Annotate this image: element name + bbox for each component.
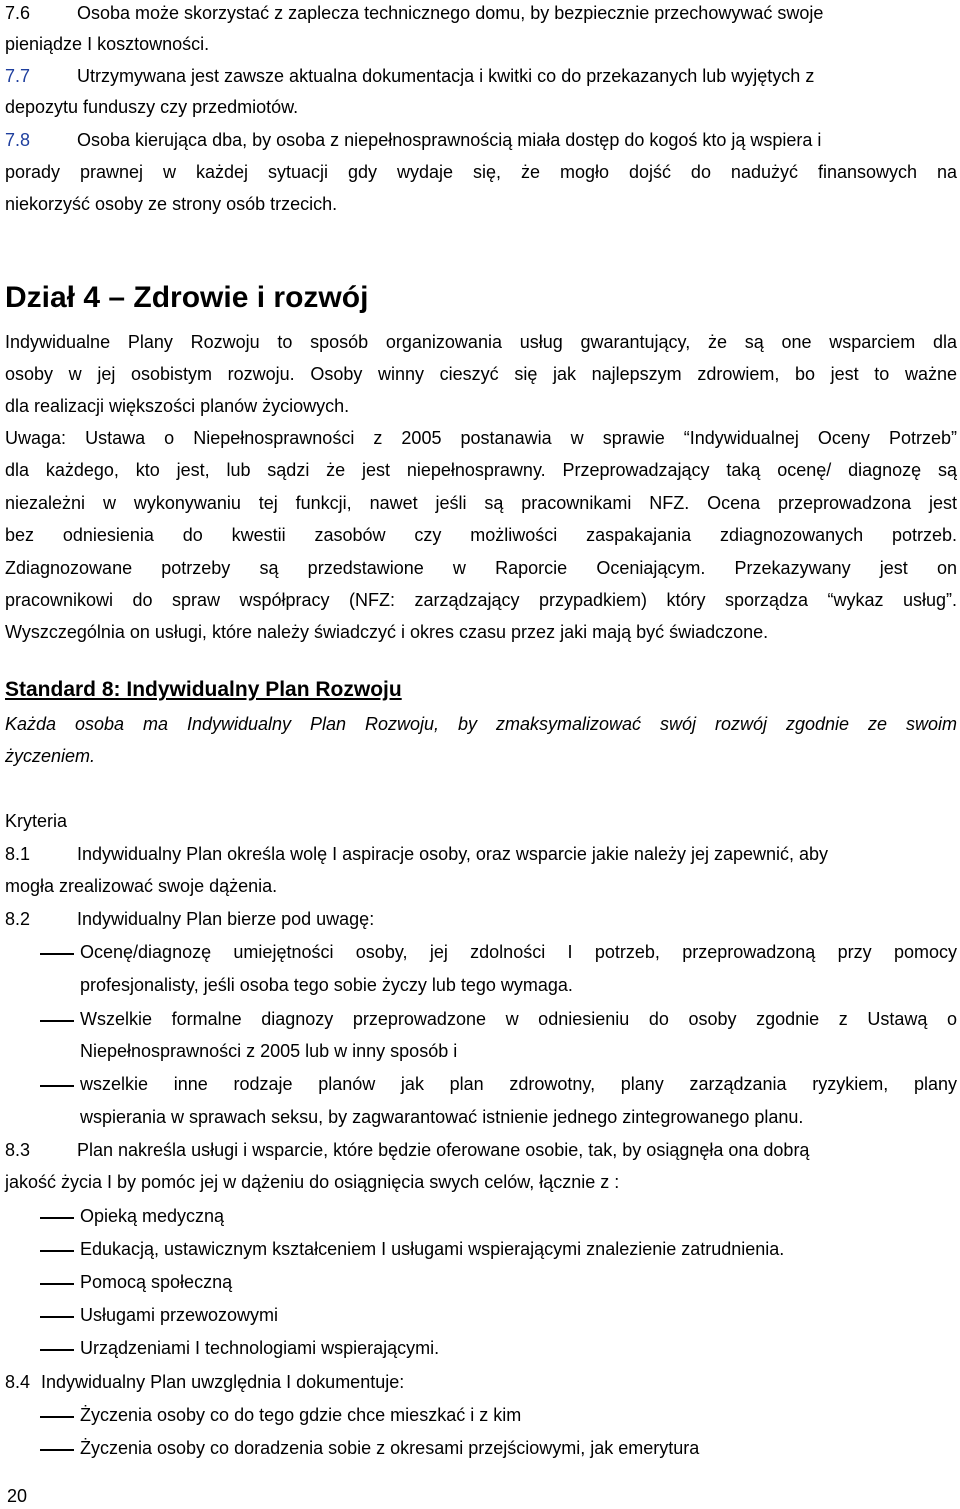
bullet-dash xyxy=(40,1283,74,1285)
bullet-dash xyxy=(40,1416,74,1418)
standard-heading: Standard 8: Indywidualny Plan Rozwoju xyxy=(5,678,402,701)
paragraph-7-6-line-1 xyxy=(5,0,957,26)
paragraph-7-7-line-2: depozytu funduszy czy przedmiotów. xyxy=(5,97,299,117)
bullet-8-2-2-line-2: Niepełnosprawności z 2005 lub w inny sposób i xyxy=(80,1041,458,1061)
bullet-8-2-1-line-1: Ocenę/diagnozę umiejętności osoby, jej zdolności I potrzeb, przeprowadzoną przy pomocy xyxy=(80,942,957,962)
standard-lead-line-1: Każda osoba ma Indywidualny Plan Rozwoju, by zmaksymalizować swój rozwój zgodnie ze swoim xyxy=(5,714,957,734)
paragraph-7-8-line-3: niekorzyść osoby ze strony osób trzecich. xyxy=(5,194,338,214)
intro-line-2: osoby w jej osobistym rozwoju. Osoby winny cieszyć się jak najlepszym zdrowiem, bo jest to ważne xyxy=(5,364,957,384)
section-heading-dzial-4: Dział 4 – Zdrowie i rozwój xyxy=(5,281,369,314)
paragraph-number: 7.7 xyxy=(5,66,31,86)
criterion-8-4-line-1 xyxy=(5,1369,957,1395)
paragraph-text: Osoba może skorzystać z zaplecza technicznego domu, by bezpiecznie przechowywać swoje xyxy=(77,3,824,23)
kryteria-label: Kryteria xyxy=(5,811,68,831)
bullet-dash xyxy=(40,1349,74,1351)
paragraph-7-7-line-1 xyxy=(5,63,957,89)
paragraph-7-8-line-2: porady prawnej w każdej sytuacji gdy wydaje się, że mogło dojść do nadużyć finansowych na xyxy=(5,162,957,182)
criterion-number: 8.1 xyxy=(5,844,31,864)
bullet-8-2-1-line-2: profesjonalisty, jeśli osoba tego sobie życzy lub tego wymaga. xyxy=(80,975,573,995)
criterion-number: 8.3 xyxy=(5,1140,31,1160)
uwaga-line-5: Zdiagnozowane potrzeby są przedstawione w Raporcie Oceniającym. Przekazywany jest on xyxy=(5,558,957,578)
paragraph-7-6-line-2: pieniądze I kosztowności. xyxy=(5,34,210,54)
criterion-number: 8.4 xyxy=(5,1372,31,1392)
criterion-text: Plan nakreśla usługi i wsparcie, które będzie oferowane osobie, tak, by osiągnęła ona dobrą xyxy=(77,1140,810,1160)
paragraph-7-8-line-1 xyxy=(5,127,957,153)
paragraph-text: Osoba kierująca dba, by osoba z niepełnosprawnością miała dostęp do kogoś kto ją wspiera i xyxy=(77,130,822,150)
bullet-8-3-3: Pomocą społeczną xyxy=(80,1272,233,1292)
paragraph-number: 7.6 xyxy=(5,3,31,23)
uwaga-line-2: dla każdego, kto jest, lub sądzi że jest niepełnosprawny. Przeprowadzający taką ocenę/ diagnozę są xyxy=(5,460,957,480)
bullet-8-4-2: Życzenia osoby co doradzenia sobie z okresami przejściowymi, jak emerytura xyxy=(80,1438,700,1458)
bullet-dash xyxy=(40,1085,74,1087)
page-number: 20 xyxy=(7,1486,28,1506)
uwaga-line-6: pracownikowi do spraw współpracy (NFZ: zarządzający przypadkiem) który sporządza “wykaz usług”. xyxy=(5,590,957,610)
bullet-8-3-4: Usługami przewozowymi xyxy=(80,1305,279,1325)
bullet-8-2-2-line-1: Wszelkie formalne diagnozy przeprowadzone w odniesieniu do osoby zgodnie z Ustawą o xyxy=(80,1009,957,1029)
bullet-dash xyxy=(40,953,74,955)
criterion-8-3-line-1 xyxy=(5,1137,957,1163)
bullet-8-2-3-line-2: wspierania w sprawach seksu, by zagwarantować istnienie jednego zintegrowanego planu. xyxy=(80,1107,804,1127)
bullet-dash xyxy=(40,1449,74,1451)
uwaga-line-4: bez odniesienia do kwestii zasobów czy możliwości zaspakajania zdiagnozowanych potrzeb. xyxy=(5,525,957,545)
bullet-dash xyxy=(40,1250,74,1252)
uwaga-line-3: niezależni w wykonywaniu tej funkcji, nawet jeśli są pracownikami NFZ. Ocena przeprowadzona jest xyxy=(5,493,957,513)
uwaga-line-1: Uwaga: Ustawa o Niepełnosprawności z 2005 postanawia w sprawie “Indywidualnej Oceny Potrzeb” xyxy=(5,428,957,448)
criterion-8-3-line-2: jakość życia I by pomóc jej w dążeniu do osiągnięcia swych celów, łącznie z : xyxy=(5,1172,620,1192)
bullet-8-4-1: Życzenia osoby co do tego gdzie chce mieszkać i z kim xyxy=(80,1405,522,1425)
intro-line-1: Indywidualne Plany Rozwoju to sposób organizowania usług gwarantujący, że są one wsparciem dla xyxy=(5,332,957,352)
bullet-dash xyxy=(40,1316,74,1318)
bullet-dash xyxy=(40,1020,74,1022)
criterion-text: Indywidualny Plan bierze pod uwagę: xyxy=(77,909,375,929)
bullet-8-3-2: Edukacją, ustawicznym kształceniem I usługami wspierającymi znalezienie zatrudnienia. xyxy=(80,1239,785,1259)
criterion-text: Indywidualny Plan uwzględnia I dokumentuje: xyxy=(41,1372,405,1392)
bullet-8-3-5: Urządzeniami I technologiami wspierającymi. xyxy=(80,1338,440,1358)
criterion-text: Indywidualny Plan określa wolę I aspiracje osoby, oraz wsparcie jakie należy jej zapewnić, aby xyxy=(77,844,829,864)
criterion-number: 8.2 xyxy=(5,909,31,929)
criterion-8-1-line-2: mogła zrealizować swoje dążenia. xyxy=(5,876,278,896)
bullet-8-2-3-line-1: wszelkie inne rodzaje planów jak plan zdrowotny, plany zarządzania ryzykiem, plany xyxy=(80,1074,957,1094)
bullet-dash xyxy=(40,1217,74,1219)
paragraph-number: 7.8 xyxy=(5,130,31,150)
uwaga-line-7: Wyszczególnia on usługi, które należy świadczyć i okres czasu przez jaki mają być świadczone. xyxy=(5,622,769,642)
standard-lead-line-2: życzeniem. xyxy=(5,746,96,766)
bullet-8-3-1: Opieką medyczną xyxy=(80,1206,225,1226)
criterion-8-1-line-1 xyxy=(5,841,957,867)
criterion-8-2-line-1 xyxy=(5,906,957,932)
paragraph-text: Utrzymywana jest zawsze aktualna dokumentacja i kwitki co do przekazanych lub wyjętych z xyxy=(77,66,815,86)
intro-line-3: dla realizacji większości planów życiowych. xyxy=(5,396,350,416)
